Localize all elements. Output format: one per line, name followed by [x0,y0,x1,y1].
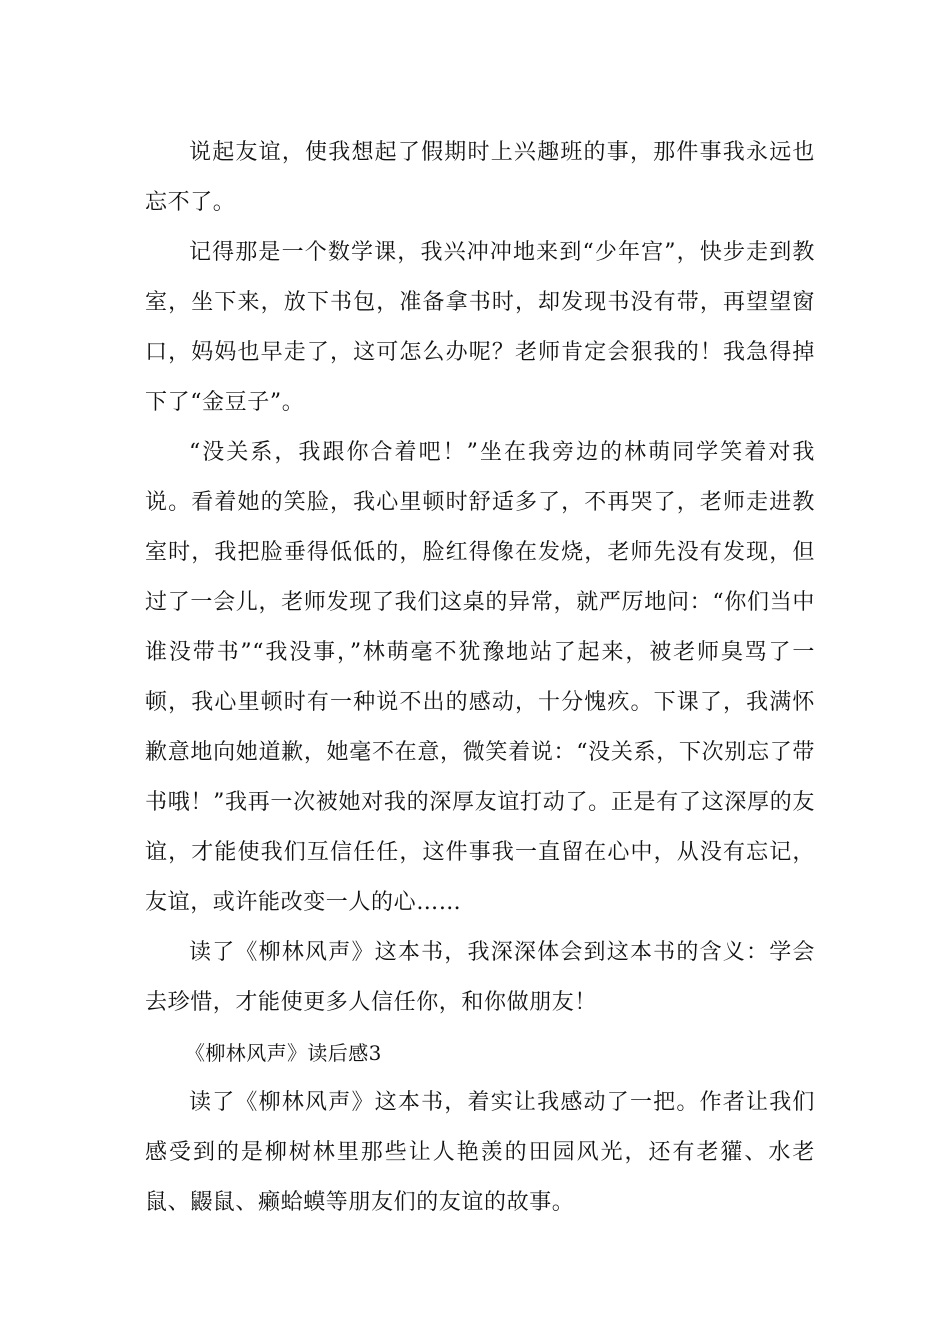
paragraph-2: 记得那是一个数学课，我兴冲冲地来到“少年宫”，快步走到教室，坐下来，放下书包，准备拿书时，却发现书没有带，再望望窗口，妈妈也早走了，这可怎么办呢？老师肯定会狠我的！我急得掉下了“金豆子”。 [145,240,815,415]
section-heading: 《柳林风声》读后感3 [185,1041,382,1065]
paragraph-final: 读了《柳林风声》这本书，着实让我感动了一把。作者让我们感受到的是柳树林里那些让人艳羡的田园风光，还有老獾、水老鼠、鼹鼠、癞蛤蟆等朋友们的友谊的故事。 [145,1090,815,1215]
paragraph-4: 读了《柳林风声》这本书，我深深体会到这本书的含义：学会去珍惜，才能使更多人信任你，和你做朋友！ [145,940,815,1015]
document-body [145,128,815,1228]
paragraph-3: “没关系，我跟你合着吧！”坐在我旁边的林萌同学笑着对我说。看着她的笑脸，我心里顿时舒适多了，不再哭了，老师走进教室时，我把脸垂得低低的，脸红得像在发烧，老师先没有发现，但过了一会儿，老师发现了我们这桌的异常，就严厉地问：“你们当中谁没带书”“我没事，”林萌毫不犹豫地站了起来，被老师臭骂了一顿，我心里顿时有一种说不出的感动，十分愧疚。下课了，我满怀歉意地向她道歉，她毫不在意，微笑着说：“没关系，下次别忘了带书哦！”我再一次被她对我的深厚友谊打动了。正是有了这深厚的友谊，才能使我们互信任任，这件事我一直留在心中，从没有忘记，友谊，或许能改变一人的心…… [145,440,815,915]
paragraph-1: 说起友谊，使我想起了假期时上兴趣班的事，那件事我永远也忘不了。 [145,140,815,215]
